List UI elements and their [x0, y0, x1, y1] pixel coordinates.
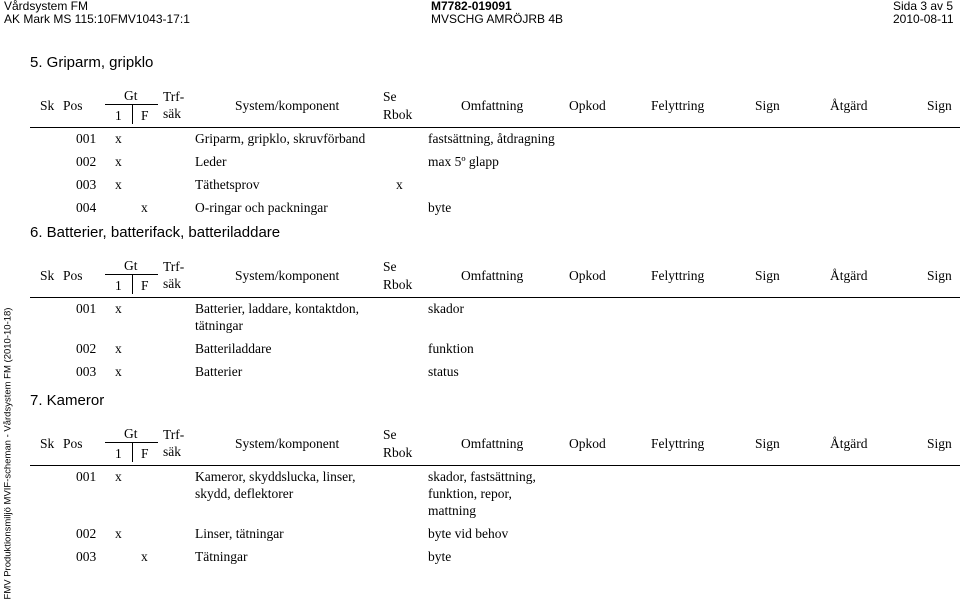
- product-name: MVSCHG AMRÖJRB 4B: [431, 12, 564, 26]
- row-omfattning: byte: [428, 549, 452, 564]
- section-title: 6. Batterier, batterifack, batteriladdare: [30, 224, 281, 241]
- row-omfattning: byte vid behov: [428, 526, 509, 541]
- column-header-se: Se: [383, 259, 397, 274]
- column-header-sak: säk: [163, 444, 181, 459]
- section-title: 5. Griparm, gripklo: [30, 54, 154, 71]
- row-omfattning: funktion, repor,: [428, 486, 512, 501]
- page-header: [0, 0, 960, 30]
- gt-split-rule: [132, 104, 133, 124]
- column-header-sign: Sign: [755, 98, 780, 113]
- ak-mark: AK Mark MS 115:10FMV1043-17:1: [4, 12, 190, 26]
- column-header-gt-f: F: [141, 108, 149, 123]
- column-header-sk: Sk: [40, 98, 55, 113]
- column-header-gt-1: 1: [115, 278, 122, 293]
- row-pos: 001: [76, 131, 97, 146]
- column-header-sak: säk: [163, 106, 181, 121]
- row-pos: 001: [76, 301, 97, 316]
- column-header-gt-1: 1: [115, 108, 122, 123]
- column-header-opkod: Opkod: [569, 436, 606, 451]
- maintenance-table: [30, 425, 960, 571]
- column-header-omfattning: Omfattning: [461, 98, 524, 113]
- header-rule: [30, 127, 960, 128]
- page-number: Sida 3 av 5: [893, 0, 954, 13]
- column-header-system: System/komponent: [235, 436, 340, 451]
- column-header-gt-f: F: [141, 278, 149, 293]
- row-pos: 002: [76, 526, 97, 541]
- row-gt-1-mark: x: [115, 469, 122, 484]
- column-header-pos: Pos: [63, 268, 83, 283]
- column-header-opkod: Opkod: [569, 268, 606, 283]
- row-se-rbok-mark: x: [396, 177, 403, 192]
- row-pos: 001: [76, 469, 97, 484]
- row-system-component: Täthetsprov: [195, 177, 260, 192]
- column-header-trf: Trf-: [163, 427, 185, 442]
- column-header-gt: Gt: [124, 88, 138, 103]
- column-header-trf: Trf-: [163, 259, 185, 274]
- column-header-gt-f: F: [141, 446, 149, 461]
- row-gt-1-mark: x: [115, 341, 122, 356]
- column-header-sk: Sk: [40, 268, 55, 283]
- column-header-omfattning: Omfattning: [461, 436, 524, 451]
- column-header-pos: Pos: [63, 98, 83, 113]
- column-header-sign: Sign: [755, 268, 780, 283]
- row-gt-1-mark: x: [115, 301, 122, 316]
- maintenance-table: [30, 257, 960, 386]
- row-system-component: Leder: [195, 154, 227, 169]
- table-row: [30, 153, 960, 170]
- table-row: [30, 525, 960, 542]
- row-pos: 003: [76, 549, 97, 564]
- column-header-sign: Sign: [755, 436, 780, 451]
- table-row: [30, 340, 960, 357]
- row-gt-f-mark: x: [141, 549, 148, 564]
- column-header-felyttring: Felyttring: [651, 98, 705, 113]
- row-omfattning: status: [428, 364, 459, 379]
- row-omfattning: skador: [428, 301, 464, 316]
- org-name: Vårdsystem FM: [4, 0, 89, 13]
- row-system-component: Batteriladdare: [195, 341, 272, 356]
- column-header-system: System/komponent: [235, 98, 340, 113]
- column-header-rbok: Rbok: [383, 107, 413, 122]
- column-header-rbok: Rbok: [383, 445, 413, 460]
- row-system-component: Batterier: [195, 364, 243, 379]
- column-header-pos: Pos: [63, 436, 83, 451]
- row-system-component: Kameror, skyddslucka, linser,: [195, 469, 356, 484]
- gt-split-rule: [132, 274, 133, 294]
- row-system-component: tätningar: [195, 318, 243, 333]
- row-omfattning: funktion: [428, 341, 474, 356]
- row-system-component: Griparm, gripklo, skruvförband: [195, 131, 366, 146]
- table-row: [30, 176, 960, 193]
- column-header-sign-2: Sign: [927, 268, 952, 283]
- document-date: 2010-08-11: [893, 12, 954, 26]
- column-header-sign-2: Sign: [927, 98, 952, 113]
- row-system-component: skydd, deflektorer: [195, 486, 294, 501]
- column-header-atgard: Åtgärd: [830, 436, 868, 451]
- row-omfattning: byte: [428, 200, 452, 215]
- column-header-rbok: Rbok: [383, 277, 413, 292]
- row-gt-1-mark: x: [115, 131, 122, 146]
- row-gt-f-mark: x: [141, 200, 148, 215]
- column-header-atgard: Åtgärd: [830, 98, 868, 113]
- row-pos: 004: [76, 200, 97, 215]
- table-row: [30, 363, 960, 380]
- column-header-se: Se: [383, 89, 397, 104]
- column-header-gt: Gt: [124, 258, 138, 273]
- column-header-gt: Gt: [124, 426, 138, 441]
- table-row: [30, 130, 960, 147]
- row-pos: 002: [76, 154, 97, 169]
- row-omfattning: skador, fastsättning,: [428, 469, 536, 484]
- row-pos: 003: [76, 364, 97, 379]
- column-header-se: Se: [383, 427, 397, 442]
- row-omfattning: max 5º glapp: [428, 154, 499, 169]
- row-gt-1-mark: x: [115, 364, 122, 379]
- row-omfattning: fastsättning, åtdragning: [428, 131, 555, 146]
- row-system-component: O-ringar och packningar: [195, 200, 328, 215]
- header-rule: [30, 465, 960, 466]
- row-gt-1-mark: x: [115, 177, 122, 192]
- table-row: [30, 468, 960, 519]
- row-omfattning: mattning: [428, 503, 476, 518]
- column-header-opkod: Opkod: [569, 98, 606, 113]
- row-gt-1-mark: x: [115, 154, 122, 169]
- table-row: [30, 199, 960, 216]
- column-header-system: System/komponent: [235, 268, 340, 283]
- side-watermark-text: FMV Produktionsmiljö MVIF-scheman - Vårdsystem FM (2010-10-18): [2, 307, 14, 600]
- column-header-gt-1: 1: [115, 446, 122, 461]
- row-system-component: Linser, tätningar: [195, 526, 284, 541]
- column-header-trf: Trf-: [163, 89, 185, 104]
- column-header-sign-2: Sign: [927, 436, 952, 451]
- column-header-atgard: Åtgärd: [830, 268, 868, 283]
- row-pos: 002: [76, 341, 97, 356]
- table-row: [30, 300, 960, 334]
- column-header-sk: Sk: [40, 436, 55, 451]
- section-title: 7. Kameror: [30, 392, 105, 409]
- document-id: M7782-019091: [431, 0, 512, 13]
- column-header-sak: säk: [163, 276, 181, 291]
- column-header-felyttring: Felyttring: [651, 268, 705, 283]
- gt-split-rule: [132, 442, 133, 462]
- row-system-component: Tätningar: [195, 549, 248, 564]
- row-gt-1-mark: x: [115, 526, 122, 541]
- column-header-felyttring: Felyttring: [651, 436, 705, 451]
- maintenance-table: [30, 87, 960, 222]
- row-pos: 003: [76, 177, 97, 192]
- table-row: [30, 548, 960, 565]
- row-system-component: Batterier, laddare, kontaktdon,: [195, 301, 360, 316]
- column-header-omfattning: Omfattning: [461, 268, 524, 283]
- header-rule: [30, 297, 960, 298]
